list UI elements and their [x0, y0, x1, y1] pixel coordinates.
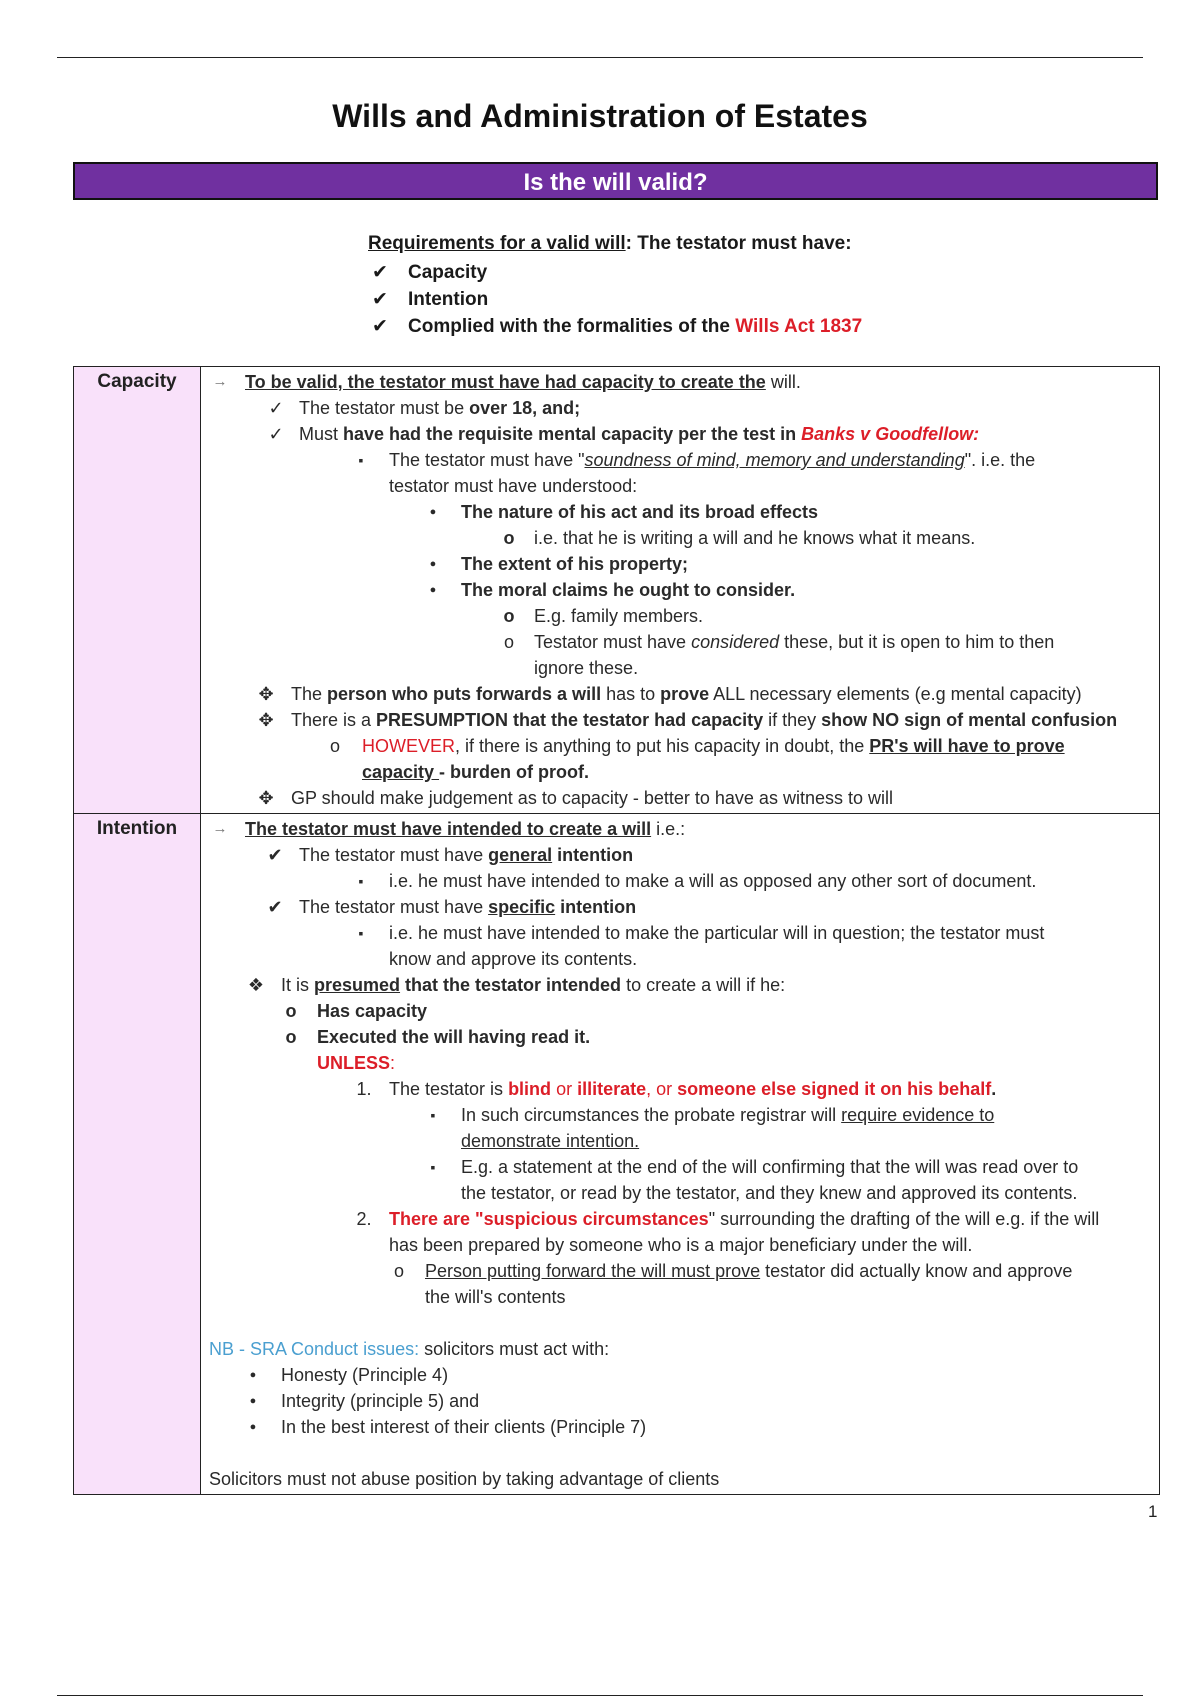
- requirement-intention: ✔ Intention: [368, 286, 862, 313]
- checkmark-icon: ✓: [268, 424, 284, 444]
- spacer: [209, 1310, 1153, 1336]
- bullet-icon: ●: [429, 558, 437, 570]
- executed-item: o Executed the will having read it.: [209, 1024, 1153, 1050]
- requirement-formalities: ✔ Complied with the formalities of the Wills Act 1837: [368, 313, 862, 340]
- requirements-heading: Requirements for a valid will: The testator must have:: [368, 233, 852, 254]
- square-bullet-icon: ▪: [430, 1107, 436, 1123]
- square-bullet-icon: ▪: [430, 1159, 436, 1175]
- requirement-capacity: ✔ Capacity: [368, 259, 862, 286]
- circle-bullet-icon: o: [503, 606, 515, 626]
- number-2: 2.: [356, 1209, 372, 1229]
- specific-intention-sub-continued: know and approve its contents.: [389, 949, 638, 969]
- arrow-icon: →: [212, 373, 228, 390]
- spacer: [209, 1440, 1153, 1466]
- extent-item: ● The extent of his property;: [209, 551, 1153, 577]
- page-number: 1: [1148, 1502, 1158, 1521]
- intention-content: [201, 814, 1160, 1495]
- specific-intention-item: ✔ The testator must have specific intention: [209, 894, 1153, 920]
- capacity-label: Capacity: [74, 367, 201, 814]
- checkmark-icon: ✔: [267, 845, 283, 865]
- circle-bullet-icon: o: [329, 736, 340, 756]
- number-1: 1.: [356, 1079, 372, 1099]
- intention-label: Intention: [74, 814, 201, 1495]
- section-banner: Is the will valid?: [73, 162, 1158, 200]
- checkmark-icon: ✔: [372, 289, 388, 310]
- bullet-icon: ●: [429, 506, 437, 518]
- circle-bullet-icon: o: [393, 1261, 404, 1281]
- bullet-icon: ●: [249, 1369, 257, 1381]
- general-intention-item: ✔ The testator must have general intention: [209, 842, 1153, 868]
- circle-bullet-icon: o: [503, 528, 515, 548]
- bullet-icon: ●: [249, 1395, 257, 1407]
- intention-intro: → The testator must have intended to create a will i.e.:: [209, 816, 1153, 842]
- bullet-icon: ●: [249, 1421, 257, 1433]
- general-intention-sub: ▪ i.e. he must have intended to make a will as opposed any other sort of document.: [209, 868, 1153, 894]
- bullet-icon: ●: [429, 584, 437, 596]
- considered-continued: ignore these.: [534, 658, 639, 678]
- sra-note: NB - SRA Conduct issues: solicitors must act with:: [209, 1339, 610, 1359]
- moral-claims-item: ● The moral claims he ought to consider.: [209, 577, 1153, 603]
- wills-act-reference: Wills Act 1837: [735, 316, 863, 337]
- diamond-bullet-icon: ✥: [258, 788, 274, 808]
- nature-item: ● The nature of his act and its broad effects: [209, 499, 1153, 525]
- diamond-bullet-icon: ❖: [247, 975, 265, 995]
- however-item: o HOWEVER, if there is anything to put his capacity in doubt, the PR's will have to prove: [209, 733, 1153, 759]
- has-capacity-item: o Has capacity: [209, 998, 1153, 1024]
- square-bullet-icon: ▪: [358, 925, 364, 941]
- family-members-item: o E.g. family members.: [209, 603, 1153, 629]
- notes-table: [73, 366, 1160, 1495]
- diamond-bullet-icon: ✥: [258, 710, 274, 730]
- requirements-block: [368, 230, 862, 340]
- exception-1: 1. The testator is blind or illiterate, or someone else signed it on his behalf.: [209, 1076, 1153, 1102]
- arrow-icon: →: [212, 820, 228, 837]
- capacity-intro: → To be valid, the testator must have had capacity to create the will.: [209, 369, 1153, 395]
- considered-item: o Testator must have considered these, but it is open to him to then: [209, 629, 1153, 655]
- soundness-continued: testator must have understood:: [389, 476, 638, 496]
- probate-item: ▪ In such circumstances the probate registrar will require evidence to: [209, 1102, 1153, 1128]
- however-continued: capacity - burden of proof.: [362, 762, 590, 782]
- bottom-rule: [57, 1695, 1143, 1696]
- circle-bullet-icon: o: [503, 632, 514, 652]
- principle-honesty: ● Honesty (Principle 4): [209, 1362, 1153, 1388]
- specific-intention-sub: ▪ i.e. he must have intended to make the particular will in question; the testator must: [209, 920, 1153, 946]
- capacity-content: [201, 367, 1160, 814]
- intention-row: [74, 814, 1160, 1495]
- burden-item: ✥ The person who puts forwards a will has to prove ALL necessary elements (e.g mental capacity): [209, 681, 1153, 707]
- presumed-item: ❖ It is presumed that the testator intended to create a will if he:: [209, 972, 1153, 998]
- closing-note: Solicitors must not abuse position by taking advantage of clients: [209, 1469, 720, 1489]
- banks-v-goodfellow-case: Banks v Goodfellow:: [801, 424, 980, 444]
- page-title: Wills and Administration of Estates: [332, 98, 868, 134]
- circle-bullet-icon: o: [285, 1027, 297, 1047]
- square-bullet-icon: ▪: [358, 452, 364, 468]
- gp-item: ✥ GP should make judgement as to capacity - better to have as witness to will: [209, 785, 1153, 811]
- exception-2: 2. There are "suspicious circumstances" surrounding the drafting of the will e.g. if the will: [209, 1206, 1153, 1232]
- exception-2-continued: has been prepared by someone who is a major beneficiary under the will.: [389, 1235, 973, 1255]
- checkmark-icon: ✔: [372, 316, 388, 337]
- forward-item: o Person putting forward the will must prove testator did actually know and approve: [209, 1258, 1153, 1284]
- nature-sub-item: o i.e. that he is writing a will and he knows what it means.: [209, 525, 1153, 551]
- statement-continued: the testator, or read by the testator, and they knew and approved its contents.: [461, 1183, 1078, 1203]
- checkmark-icon: ✓: [268, 398, 284, 418]
- over-18-item: ✓ The testator must be over 18, and;: [209, 395, 1153, 421]
- checkmark-icon: ✔: [372, 262, 388, 283]
- forward-continued: the will's contents: [425, 1287, 566, 1307]
- unless-heading: UNLESS:: [317, 1053, 396, 1073]
- presumption-item: ✥ There is a PRESUMPTION that the testator had capacity if they show NO sign of mental confusion: [209, 707, 1153, 733]
- checkmark-icon: ✔: [267, 897, 283, 917]
- circle-bullet-icon: o: [285, 1001, 297, 1021]
- probate-continued: demonstrate intention.: [461, 1131, 640, 1151]
- mental-capacity-item: ✓ Must have had the requisite mental capacity per the test in Banks v Goodfellow:: [209, 421, 1153, 447]
- square-bullet-icon: ▪: [358, 873, 364, 889]
- statement-item: ▪ E.g. a statement at the end of the will confirming that the will was read over to: [209, 1154, 1153, 1180]
- soundness-item: ▪ The testator must have "soundness of mind, memory and understanding". i.e. the: [209, 447, 1153, 473]
- top-rule: [57, 57, 1143, 58]
- principle-integrity: ● Integrity (principle 5) and: [209, 1388, 1153, 1414]
- principle-best-interest: ● In the best interest of their clients (Principle 7): [209, 1414, 1153, 1440]
- diamond-bullet-icon: ✥: [258, 684, 274, 704]
- capacity-row: [74, 367, 1160, 814]
